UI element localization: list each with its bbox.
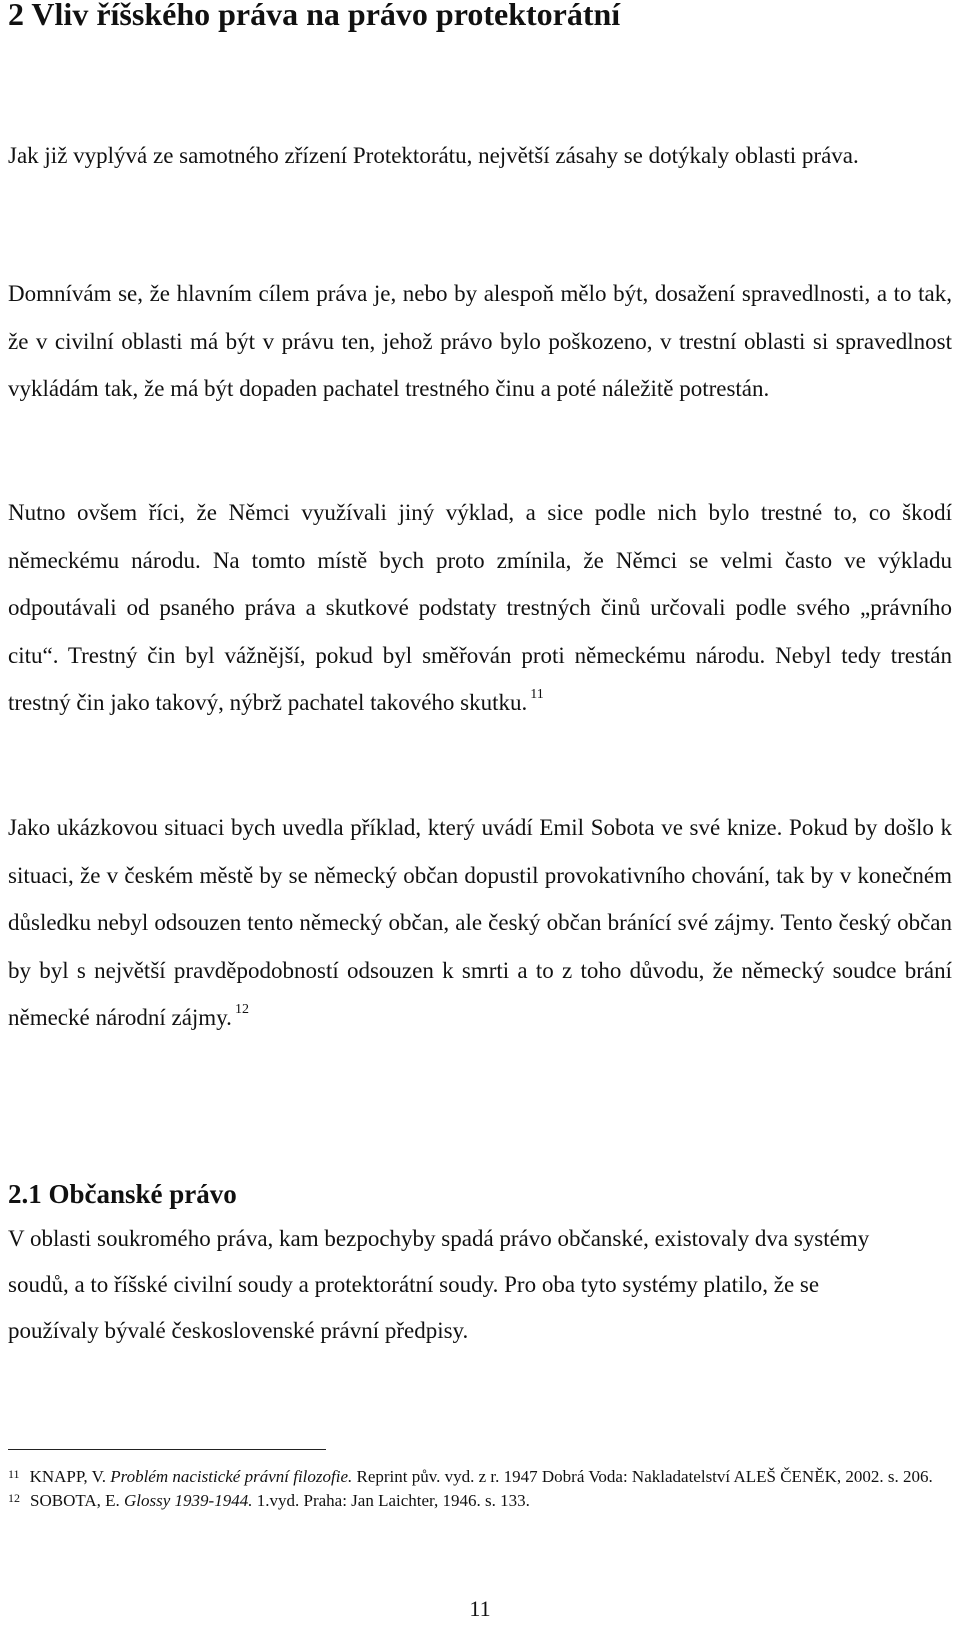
footnotes — [8, 1465, 952, 1513]
paragraph-justice: Domnívám se, že hlavním cílem práva je, nebo by alespoň mělo být, dosažení spravedlnosti, a to tak, že v civilní oblasti má být v právu ten, jehož právo bylo poškozeno, v trestní oblasti si spravedlnost vykládám tak, že má být dopaden pachatel trestného činu a poté náležitě potrestán. — [8, 281, 952, 401]
footnote-title: Glossy 1939-1944. — [124, 1491, 253, 1510]
footnote-publication: Reprint pův. vyd. z r. 1947 Dobrá Voda: Nakladatelství ALEŠ ČENĚK, 2002. s. 206. — [352, 1467, 933, 1486]
paragraph-civil-law: V oblasti soukromého práva, kam bezpochyby spadá právo občanské, existovaly dva systémy soudů, a to říšské civilní soudy a protektorátní soudy. Pro oba tyto systémy platilo, že se používaly bývalé československé právní předpisy. — [8, 1226, 870, 1343]
footnote-12 — [8, 1489, 952, 1513]
paragraph-example — [8, 804, 952, 1042]
footnote-author: KNAPP, V. — [29, 1467, 111, 1486]
paragraph-german-interpretation — [8, 489, 952, 727]
chapter-title: 2 Vliv říšského práva na právo protektorátní — [8, 0, 621, 32]
footnote-publication: 1.vyd. Praha: Jan Laichter, 1946. s. 133. — [252, 1491, 530, 1510]
footnote-author: SOBOTA, E. — [30, 1491, 125, 1510]
paragraph-text: Jako ukázkovou situaci bych uvedla příklad, který uvádí Emil Sobota ve své knize. Pokud by došlo k situaci, že v českém městě by se německý občan dopustil provokativního chování, tak by v konečném důsledku nebyl odsouzen tento německý občan, ale český občan bránící své zájmy. Tento český občan by byl s největší pravděpodobností odsouzen k smrti a to z toho důvodu, že německý soudce brání německé národní zájmy. — [8, 815, 952, 1030]
paragraph-intro: Jak již vyplývá ze samotného zřízení Protektorátu, největší zásahy se dotýkaly oblasti práva. — [8, 143, 859, 168]
footnote-separator — [8, 1449, 326, 1450]
footnote-number: 12 — [8, 1491, 20, 1505]
footnote-11 — [8, 1465, 952, 1489]
page-number: 11 — [469, 1596, 491, 1621]
footnote-title: Problém nacistické právní filozofie. — [110, 1467, 353, 1486]
section-title: 2.1 Občanské právo — [8, 1179, 237, 1209]
footnote-ref-12: 12 — [234, 1002, 249, 1017]
footnote-ref-11: 11 — [530, 687, 544, 702]
paragraph-text: Nutno ovšem říci, že Němci využívali jiný výklad, a sice podle nich bylo trestné to, co škodí německému národu. Na tomto místě bych proto zmínila, že Němci se velmi často ve výkladu odpoutávali od psaného práva a skutkové podstaty trestných činů určovali podle svého „právního citu“. Trestný čin byl vážnější, pokud byl směřován proti německému národu. Nebyl tedy trestán trestný čin jako takový, nýbrž pachatel takového skutku. — [8, 500, 952, 715]
footnote-number: 11 — [8, 1467, 20, 1481]
